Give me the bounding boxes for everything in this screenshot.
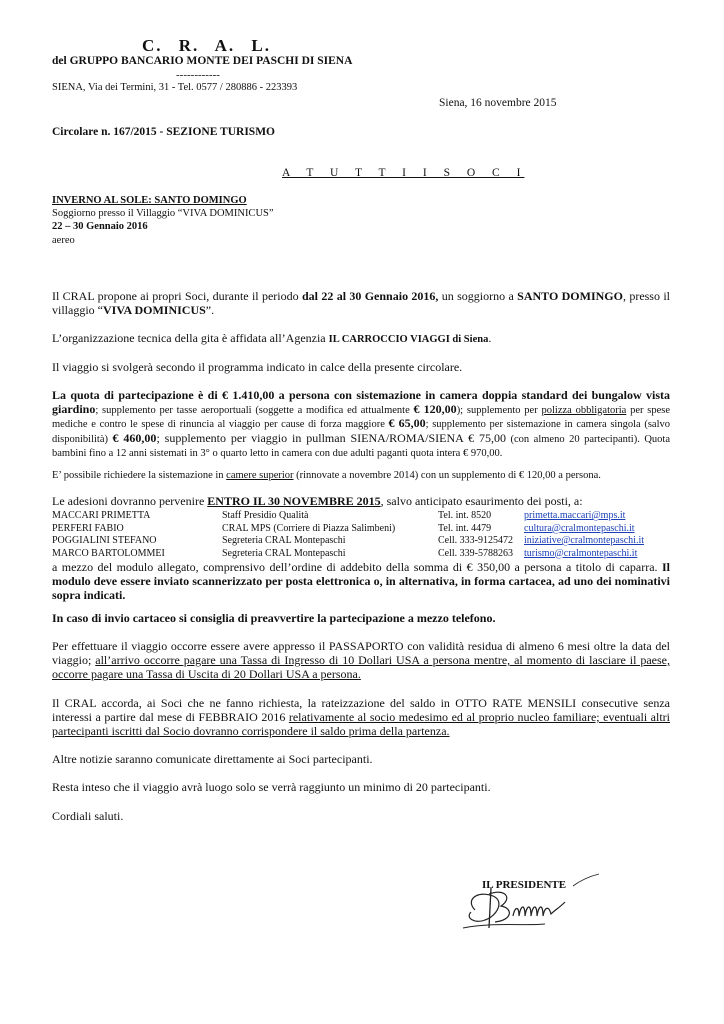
paragraph-agency: L’organizzazione tecnica della gita è affidata all’Agenzia IL CARROCCIO VIAGGI di Siena. <box>52 331 492 345</box>
paragraph-price: La quota di partecipazione è di € 1.410,00 a persona con sistemazione in camera doppia standard dei bungalow vista giardino; supplemento per tasse aeroportuali (soggette a modifica ed attualmente € 120,00); supplemento per polizza obbligatoria per spese mediche e contro le spese di rinuncia al viaggio per cause di forza maggiore € 65,00; supplemento per sistemazione in camera singola (salvo disponibilità) € 460,00; supplemento per viaggio in pullman SIENA/ROMA/SIENA € 75,00 (con almeno 20 partecipanti). Quota bambini fino a 12 anni sistemati in 3° o quarto letto in camera con due adulti paganti quota intera € 970,00. <box>52 388 671 459</box>
contact-email-link[interactable]: iniziative@cralmontepaschi.it <box>524 535 644 546</box>
paragraph-passport: Per effettuare il viaggio occorre essere avere appresso il PASSAPORTO con validità residua di almeno 6 mesi oltre la data del viaggio; all’arrivo occorre pagare una Tassa di Ingresso di 10 Dollari USA a persona mentre, al momento di lasciare il paese, occorre pagare una Tassa di Uscita di 20 Dollari USA a persona. <box>52 639 670 681</box>
trip-title: INVERNO AL SOLE: SANTO DOMINGO <box>52 195 247 206</box>
contact-email-link[interactable]: primetta.maccari@mps.it <box>524 510 626 521</box>
paragraph-phone-notice: In caso di invio cartaceo si consiglia di preavvertire la partecipazione a mezzo telefono. <box>52 611 496 625</box>
trip-transport: aereo <box>52 235 75 246</box>
contact-row <box>52 523 670 536</box>
contact-email-link[interactable]: cultura@cralmontepaschi.it <box>524 522 635 534</box>
trip-dates: 22 – 30 Gennaio 2016 <box>52 221 148 232</box>
contact-row <box>52 510 670 523</box>
handwritten-signature <box>455 868 615 938</box>
header-divider: ------------ <box>176 69 220 81</box>
contact-name: MACCARI PRIMETTA <box>52 510 151 521</box>
paragraph-installments: Il CRAL accorda, ai Soci che ne fanno richiesta, la rateizzazione del saldo in OTTO RATE MENSILI consecutive senza interessi a partire dal mese di FEBBRAIO 2016 relativamente al socio medesimo ed al proprio nucleo familiare; eventuali altri partecipanti iscritti dal Socio dovranno corrispondere il saldo prima della partenza. <box>52 696 671 738</box>
contacts-list <box>52 510 670 560</box>
contact-name: PERFERI FABIO <box>52 522 124 534</box>
signature-title: IL PRESIDENTE <box>482 879 567 891</box>
contact-row <box>52 535 670 548</box>
contact-phone: Cell. 333-9125472 <box>438 535 513 546</box>
contact-phone: Tel. int. 8520 <box>438 510 492 521</box>
circular-number: Circolare n. 167/2015 - SEZIONE TURISMO <box>52 126 275 138</box>
trip-stay: Soggiorno presso il Villaggio “VIVA DOMINICUS” <box>52 208 274 219</box>
letter-date: Siena, 16 novembre 2015 <box>439 97 557 109</box>
org-title: C. R. A. L. <box>142 36 271 55</box>
contact-role: CRAL MPS (Corriere di Piazza Salimbeni) <box>222 522 396 534</box>
contact-email-link[interactable]: turismo@cralmontepaschi.it <box>524 547 638 559</box>
paragraph-intro: Il CRAL propone ai propri Soci, durante il periodo dal 22 al 30 Gennaio 2016, un soggiorno a SANTO DOMINGO, presso il villaggio “VIVA DOMINICUS”. <box>52 289 670 317</box>
paragraph-program: Il viaggio si svolgerà secondo il programma indicato in calce della presente circolare. <box>52 360 463 374</box>
contact-name: MARCO BARTOLOMMEI <box>52 547 165 559</box>
contact-row <box>52 548 670 561</box>
addressee-heading: A T U T T I I S O C I <box>282 167 525 179</box>
contact-role: Segreteria CRAL Montepaschi <box>222 547 346 559</box>
contact-role: Segreteria CRAL Montepaschi <box>222 535 346 546</box>
paragraph-minimum: Resta inteso che il viaggio avrà luogo solo se verrà raggiunto un minimo di 20 partecipanti. <box>52 780 491 794</box>
paragraph-greetings: Cordiali saluti. <box>52 809 124 823</box>
paragraph-notices: Altre notizie saranno comunicate direttamente ai Soci partecipanti. <box>52 752 373 766</box>
contact-name: POGGIALINI STEFANO <box>52 535 157 546</box>
paragraph-deposit: a mezzo del modulo allegato, comprensivo dell’ordine di addebito della somma di € 350,00 a persona a titolo di caparra. Il modulo deve essere inviato scannerizzato per posta elettronica o, in alternativa, in forma cartacea, ad uno dei nominativi sopra indicati. <box>52 560 670 602</box>
paragraph-deadline: Le adesioni dovranno pervenire ENTRO IL 30 NOVEMBRE 2015, salvo anticipato esaurimento dei posti, a: <box>52 494 583 508</box>
contact-phone: Cell. 339-5788263 <box>438 547 513 559</box>
org-subtitle: del GRUPPO BANCARIO MONTE DEI PASCHI DI SIENA <box>52 55 353 67</box>
paragraph-superior: E’ possibile richiedere la sistemazione in camere superior (rinnovate a novembre 2014) con un supplemento di € 120,00 a persona. <box>52 470 601 481</box>
org-address: SIENA, Via dei Termini, 31 - Tel. 0577 / 280886 - 223393 <box>52 82 298 93</box>
contact-role: Staff Presidio Qualità <box>222 510 309 521</box>
contact-phone: Tel. int. 4479 <box>438 522 492 534</box>
